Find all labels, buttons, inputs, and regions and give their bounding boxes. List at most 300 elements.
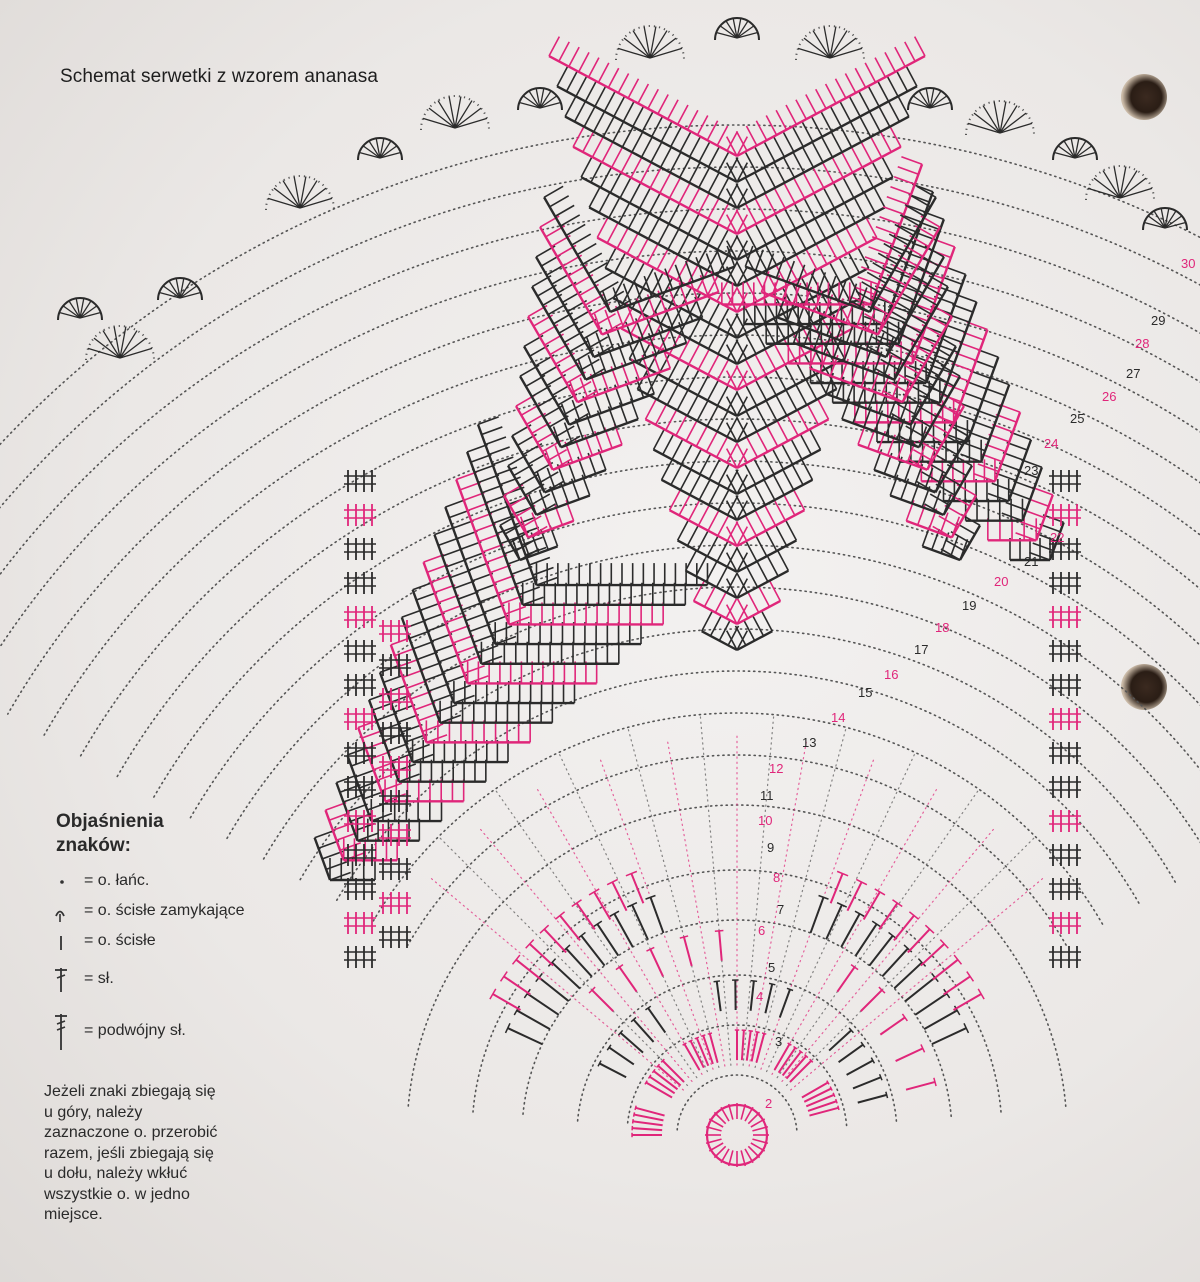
row-number: 15 bbox=[858, 685, 873, 700]
row-number: 25 bbox=[1070, 411, 1085, 426]
pineapple-center bbox=[690, 137, 700, 156]
pineapple-center bbox=[633, 107, 643, 126]
pineapple-center bbox=[757, 407, 767, 426]
legend bbox=[48, 810, 308, 1054]
pineapple-center bbox=[840, 259, 850, 278]
pineapple-center bbox=[756, 511, 766, 530]
pineapple-center bbox=[688, 215, 698, 234]
pineapple-center bbox=[671, 465, 681, 484]
chain-line bbox=[537, 789, 702, 1075]
ring-stitch bbox=[745, 1107, 753, 1121]
row-number: 27 bbox=[1126, 366, 1141, 381]
stitch-fan bbox=[566, 948, 592, 976]
pineapple-upper-left bbox=[588, 263, 607, 274]
chain-line bbox=[560, 754, 708, 1071]
stitch-fan bbox=[879, 903, 897, 929]
pineapple-center bbox=[599, 193, 609, 212]
pineapple-center bbox=[786, 521, 796, 540]
pineapple-upper-right bbox=[906, 521, 951, 538]
pineapple-center bbox=[775, 189, 785, 208]
double-crochet-icon bbox=[48, 964, 82, 994]
pineapple-center bbox=[717, 386, 727, 405]
pineapple-right bbox=[901, 157, 922, 165]
pineapple-center bbox=[785, 365, 795, 384]
stitch-fan bbox=[861, 990, 882, 1011]
pineapple-center bbox=[766, 376, 776, 395]
pineapple-center bbox=[836, 234, 846, 253]
edge-chain-loop bbox=[300, 188, 326, 208]
pineapple-center bbox=[648, 89, 658, 108]
pineapple-center bbox=[812, 117, 822, 136]
pineapple-center bbox=[785, 210, 795, 229]
pineapple-center bbox=[796, 100, 806, 119]
pineapple-center bbox=[689, 163, 699, 182]
pineapple-center bbox=[680, 132, 690, 151]
ring-stitch bbox=[709, 1119, 723, 1127]
pineapple-center bbox=[806, 94, 816, 113]
pineapple-center bbox=[860, 117, 870, 136]
pineapple-center bbox=[782, 445, 792, 464]
pineapple-center bbox=[755, 329, 765, 348]
pineapple-center bbox=[579, 52, 589, 71]
pineapple-upper-left bbox=[565, 423, 573, 444]
pineapple-center bbox=[907, 67, 917, 86]
pineapple-center bbox=[746, 230, 756, 249]
pineapple-center bbox=[612, 148, 622, 167]
row-number: 9 bbox=[767, 840, 775, 855]
stitch-fan bbox=[719, 931, 722, 961]
stitch-fan bbox=[906, 1082, 935, 1090]
pineapple-center bbox=[888, 77, 898, 96]
center-ring bbox=[705, 1103, 769, 1167]
stitch-fan bbox=[751, 981, 754, 1011]
pineapple-center bbox=[804, 174, 814, 193]
pineapple-center bbox=[715, 593, 725, 612]
stitch-fan bbox=[715, 930, 724, 931]
pineapple-center bbox=[717, 126, 727, 145]
stitch-fan bbox=[634, 1020, 654, 1042]
pineapple-center bbox=[865, 193, 875, 212]
pineapple-upper-right bbox=[930, 494, 949, 505]
pineapple-center bbox=[786, 391, 796, 410]
pineapple-upper-left bbox=[564, 404, 583, 415]
stitch-fan bbox=[915, 994, 947, 1015]
pineapple-center bbox=[605, 249, 615, 268]
chain-round bbox=[44, 335, 1200, 735]
stitch-fan bbox=[769, 983, 775, 984]
pineapple-center bbox=[747, 438, 757, 457]
edge-chain-loop bbox=[429, 108, 455, 128]
pineapple-center bbox=[651, 143, 661, 162]
pineapple-center bbox=[764, 455, 774, 474]
pineapple-center bbox=[708, 225, 718, 244]
pineapple-center bbox=[608, 68, 618, 87]
pineapple-center bbox=[581, 158, 591, 177]
stitch-fan bbox=[747, 1031, 751, 1061]
chain-line bbox=[496, 791, 697, 1078]
pineapple-center bbox=[629, 209, 639, 228]
row-number: 29 bbox=[1151, 313, 1166, 328]
stitch-fan bbox=[633, 1119, 634, 1123]
stitch-fan bbox=[516, 960, 541, 980]
pineapple-upper-left bbox=[596, 314, 615, 325]
pineapple-center bbox=[803, 148, 813, 167]
ring-stitch bbox=[714, 1146, 725, 1157]
pineapple-center bbox=[836, 79, 846, 98]
pineapple-center bbox=[549, 37, 559, 56]
pineapple-center bbox=[869, 87, 879, 106]
pineapple-center bbox=[619, 204, 629, 223]
chain-line bbox=[700, 717, 731, 1066]
pineapple-center bbox=[915, 37, 925, 56]
stitch-fan bbox=[924, 1010, 957, 1029]
pineapple-center bbox=[709, 460, 719, 479]
row-number: 6 bbox=[758, 923, 766, 938]
pineapple-center bbox=[618, 73, 628, 92]
chain-line bbox=[767, 754, 915, 1071]
pineapple-center bbox=[905, 42, 915, 61]
stitch-fan bbox=[650, 897, 663, 933]
stitch-fan bbox=[592, 990, 613, 1011]
row-number: 13 bbox=[802, 735, 817, 750]
pineapple-center bbox=[699, 324, 709, 343]
instructions-note: Jeżeli znaki zbiegają się u góry, należy zaznaczone o. przerobić razem, jeśli zbiegają się u dołu, należy wkłuć wszystkie o. w jedno miejsce. bbox=[44, 1083, 218, 1223]
pineapple-center bbox=[756, 537, 766, 556]
pineapple-center bbox=[802, 460, 812, 479]
pineapple-center bbox=[816, 89, 826, 108]
chain-line bbox=[786, 838, 1033, 1085]
pineapple-center bbox=[661, 148, 671, 167]
pineapple-center bbox=[576, 77, 586, 96]
row-number: 26 bbox=[1102, 389, 1117, 404]
pineapple-center bbox=[756, 381, 766, 400]
pineapple-center bbox=[559, 42, 569, 61]
pineapple-center bbox=[584, 107, 594, 126]
pineapple-center bbox=[830, 264, 840, 283]
pineapple-center bbox=[758, 562, 768, 581]
pineapple-center bbox=[708, 329, 718, 348]
pineapple-center bbox=[589, 188, 599, 207]
ring-stitch bbox=[748, 1112, 759, 1123]
pineapple-center bbox=[669, 204, 679, 223]
pineapple-center bbox=[806, 225, 816, 244]
pineapple-upper-left bbox=[550, 196, 569, 207]
pineapple-center bbox=[866, 218, 876, 237]
stitch-fan bbox=[839, 1045, 863, 1062]
pineapple-center bbox=[871, 138, 881, 157]
pineapple-right bbox=[872, 237, 893, 245]
pineapple-upper-right bbox=[933, 490, 941, 511]
pineapple-center bbox=[676, 416, 686, 435]
pineapple-center bbox=[686, 551, 696, 570]
pineapple-center bbox=[698, 506, 708, 525]
pineapple-center bbox=[717, 438, 727, 457]
pineapple-center bbox=[641, 163, 651, 182]
row-number: 11 bbox=[760, 788, 774, 803]
pineapple-center bbox=[698, 376, 708, 395]
chain-line bbox=[777, 791, 978, 1078]
pineapple-center bbox=[853, 173, 863, 192]
pineapple-center bbox=[766, 220, 776, 239]
row-number: 4 bbox=[756, 989, 764, 1004]
pineapple-center bbox=[668, 100, 678, 119]
pineapple-center bbox=[767, 401, 777, 420]
pineapple-center bbox=[638, 214, 648, 233]
chain-line bbox=[480, 829, 692, 1082]
pineapple-center bbox=[628, 79, 638, 98]
chain-line bbox=[431, 878, 684, 1090]
pineapple-center bbox=[718, 491, 728, 510]
stitch-fan bbox=[691, 1041, 704, 1068]
stitch-fan bbox=[517, 1010, 550, 1029]
stitch-fan bbox=[620, 1033, 643, 1053]
pineapple-center bbox=[762, 612, 772, 631]
pineapple-upper-left bbox=[569, 394, 654, 425]
pineapple-center bbox=[813, 143, 823, 162]
pineapple-center bbox=[792, 440, 802, 459]
pineapple-center bbox=[840, 102, 850, 121]
pineapple-right bbox=[865, 257, 886, 265]
stitch-fan bbox=[933, 960, 958, 980]
stitch-fan bbox=[886, 1092, 888, 1098]
pineapple-center bbox=[631, 158, 641, 177]
pineapple-center bbox=[700, 455, 710, 474]
pineapple-center bbox=[862, 143, 872, 162]
legend-item-label: = podwójny sł. bbox=[84, 1022, 186, 1039]
edge-chain-loop bbox=[1094, 178, 1120, 198]
row-number: 14 bbox=[831, 710, 846, 725]
pineapple-center bbox=[776, 396, 786, 415]
stitch-fan bbox=[634, 1115, 663, 1121]
ring-stitch bbox=[751, 1143, 765, 1151]
stitch-fan bbox=[847, 882, 861, 911]
pineapple-center bbox=[786, 235, 796, 254]
pineapple-right bbox=[898, 167, 919, 175]
pineapple-center bbox=[609, 198, 619, 217]
pineapple-upper-right bbox=[897, 404, 916, 415]
chain-line bbox=[440, 838, 687, 1085]
pineapple-center bbox=[640, 189, 650, 208]
pineapple-center bbox=[687, 526, 697, 545]
pineapple-center bbox=[765, 142, 775, 161]
single-crochet-icon bbox=[48, 928, 82, 954]
pineapple-center bbox=[569, 47, 579, 66]
row-number: 12 bbox=[769, 761, 784, 776]
pineapple-center bbox=[881, 133, 891, 152]
pineapple-upper-left bbox=[566, 224, 585, 235]
pineapple-center bbox=[897, 72, 907, 91]
pineapple-center bbox=[795, 204, 805, 223]
stitch-fan bbox=[572, 900, 582, 907]
pineapple-center bbox=[718, 516, 728, 535]
stitch-fan bbox=[967, 972, 974, 982]
pineapple-center bbox=[765, 194, 775, 213]
pineapple-center bbox=[805, 199, 815, 218]
pineapple-center bbox=[891, 127, 901, 146]
stitch-fan bbox=[504, 976, 530, 994]
stitch-fan bbox=[751, 981, 757, 982]
stitch-fan bbox=[593, 921, 602, 927]
pineapple-center bbox=[744, 621, 754, 640]
pineapple-center bbox=[669, 360, 679, 379]
pineapple-center bbox=[648, 219, 658, 238]
pineapple-center bbox=[689, 345, 699, 364]
stitch-fan bbox=[756, 1034, 764, 1063]
pineapple-center bbox=[813, 168, 823, 187]
pineapple-center bbox=[652, 117, 662, 136]
pineapple-upper-left bbox=[572, 400, 580, 421]
pineapple-center bbox=[756, 225, 766, 244]
pineapple-center bbox=[620, 178, 630, 197]
stitch-fan bbox=[600, 1063, 627, 1077]
pineapple-center bbox=[863, 168, 873, 187]
pineapple-center bbox=[747, 568, 757, 587]
pineapple-center bbox=[718, 230, 728, 249]
pineapple-center bbox=[678, 235, 688, 254]
row-number: 5 bbox=[768, 960, 776, 975]
pineapple-upper-right bbox=[818, 272, 826, 293]
pineapple-center bbox=[878, 82, 888, 101]
stitch-fan bbox=[838, 1106, 839, 1110]
pineapple-center bbox=[630, 184, 640, 203]
pineapple-center bbox=[716, 568, 726, 587]
pineapple-center bbox=[879, 107, 889, 126]
pineapple-center bbox=[783, 132, 793, 151]
stitch-fan bbox=[780, 989, 790, 1017]
pineapple-center bbox=[746, 126, 756, 145]
pineapple-center bbox=[824, 189, 834, 208]
pineapple-left bbox=[489, 447, 510, 455]
pineapple-center bbox=[591, 163, 601, 182]
pineapple-center bbox=[679, 210, 689, 229]
stitch-fan bbox=[829, 1030, 851, 1050]
pineapple-center bbox=[661, 122, 671, 141]
legend-item-label: = o. łańc. bbox=[84, 872, 150, 889]
pineapple-center bbox=[610, 173, 620, 192]
pineapple-center bbox=[660, 174, 670, 193]
stitch-fan bbox=[708, 1033, 712, 1034]
edge-chain-loop bbox=[830, 38, 856, 58]
stitch-fan bbox=[527, 994, 559, 1015]
pineapple-center bbox=[623, 102, 633, 121]
pineapple-center bbox=[709, 486, 719, 505]
pineapple-center bbox=[746, 334, 756, 353]
pineapple-center bbox=[565, 97, 575, 116]
pineapple-center bbox=[814, 194, 824, 213]
pineapple-center bbox=[846, 229, 856, 248]
stitch-fan bbox=[501, 972, 508, 982]
ring-stitch bbox=[721, 1149, 729, 1163]
pineapple-center bbox=[755, 486, 765, 505]
pineapple-center bbox=[785, 184, 795, 203]
stitch-fan bbox=[619, 967, 636, 992]
stitch-fan bbox=[802, 1083, 828, 1098]
pineapple-center bbox=[895, 47, 905, 66]
pineapple-center bbox=[794, 491, 804, 510]
pineapple-center bbox=[617, 229, 627, 248]
pineapple-center bbox=[774, 163, 784, 182]
edge-chain-loop bbox=[274, 188, 300, 208]
stitch-fan bbox=[787, 988, 793, 990]
pineapple-center bbox=[826, 84, 836, 103]
pineapple-center bbox=[756, 355, 766, 374]
chain-round bbox=[677, 1075, 797, 1130]
pineapple-center bbox=[737, 56, 925, 156]
pineapple-center bbox=[668, 230, 678, 249]
pineapple-center bbox=[778, 422, 788, 441]
pineapple-center bbox=[671, 127, 681, 146]
stitch-fan bbox=[530, 944, 554, 966]
stitch-fan bbox=[632, 1128, 662, 1130]
stitch-fan bbox=[717, 981, 721, 1011]
pineapple-center bbox=[808, 405, 818, 424]
pineapple-center bbox=[852, 148, 862, 167]
stitch-fan bbox=[932, 1028, 966, 1044]
stitch-fan bbox=[742, 1030, 744, 1060]
stitch-fan bbox=[880, 1017, 905, 1034]
pineapple-center bbox=[602, 143, 612, 162]
pineapple-center bbox=[776, 371, 786, 390]
stitch-fan bbox=[560, 916, 580, 941]
pineapple-center bbox=[677, 391, 687, 410]
pineapple-center bbox=[696, 427, 706, 446]
stitch-fan bbox=[841, 914, 859, 947]
edge-chain-loop bbox=[120, 338, 146, 358]
legend-item-chain bbox=[48, 868, 308, 894]
pineapple-center bbox=[767, 427, 777, 446]
pineapple-center bbox=[667, 386, 677, 405]
pineapple-center bbox=[656, 405, 666, 424]
pineapple-center bbox=[589, 58, 599, 77]
pineapple-center bbox=[755, 147, 765, 166]
pineapple-center bbox=[709, 147, 719, 166]
pineapple-center bbox=[604, 92, 614, 111]
pineapple-center bbox=[670, 179, 680, 198]
stitch-fan bbox=[631, 874, 643, 904]
pineapple-center bbox=[708, 511, 718, 530]
pineapple-center bbox=[678, 521, 688, 540]
pineapple-center bbox=[557, 67, 567, 86]
pineapple-center bbox=[796, 230, 806, 249]
treble-crochet-icon bbox=[48, 1010, 82, 1052]
pineapple-center bbox=[708, 173, 718, 192]
legend-item-slip-stitch bbox=[48, 898, 308, 924]
row-number: 2 bbox=[765, 1096, 773, 1111]
row-number: 8 bbox=[773, 870, 781, 885]
row-number: 20 bbox=[994, 574, 1009, 589]
stitch-fan bbox=[695, 1037, 699, 1039]
edge-chain-loop bbox=[804, 38, 830, 58]
stitch-fan bbox=[490, 989, 496, 999]
pineapple-center bbox=[707, 121, 717, 140]
pineapple-center bbox=[607, 224, 617, 243]
stitch-fan bbox=[577, 903, 595, 929]
pineapple-center bbox=[678, 365, 688, 384]
pineapple-center bbox=[718, 309, 728, 328]
stitch-fan bbox=[552, 962, 580, 988]
pineapple-center bbox=[832, 133, 842, 152]
stitch-fan bbox=[636, 1108, 665, 1116]
chain-line bbox=[791, 878, 1044, 1090]
pineapple-center bbox=[765, 506, 775, 525]
pineapple-upper-right bbox=[939, 516, 958, 527]
pineapple-center bbox=[645, 400, 655, 419]
pineapple-upper-right bbox=[766, 254, 774, 275]
pineapple-upper-left bbox=[686, 261, 694, 282]
pineapple-center bbox=[632, 133, 642, 152]
pineapple-center bbox=[621, 153, 631, 172]
pineapple-center bbox=[670, 491, 680, 510]
